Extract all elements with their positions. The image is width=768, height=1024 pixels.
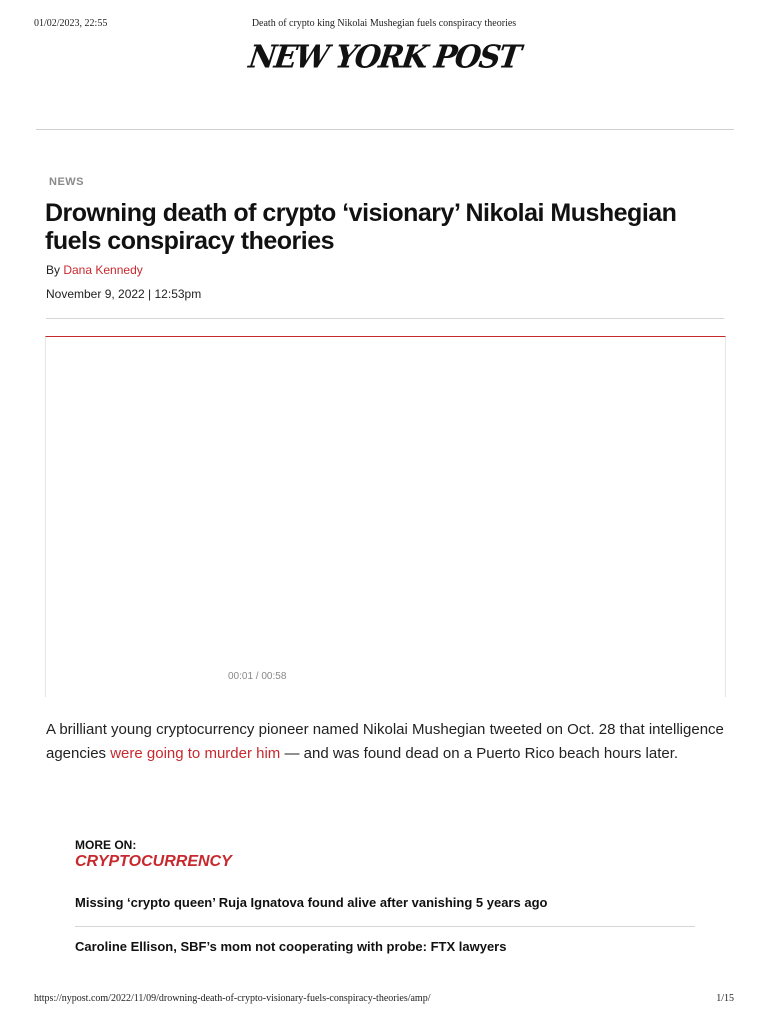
header-divider xyxy=(36,129,734,130)
article-headline: Drowning death of crypto ‘visionary’ Nikolai Mushegian fuels conspiracy theories xyxy=(45,199,677,255)
print-url: https://nypost.com/2022/11/09/drowning-death-of-crypto-visionary-fuels-conspiracy-theories/amp/ xyxy=(34,993,431,1004)
section-label[interactable]: NEWS xyxy=(49,176,84,188)
print-header xyxy=(0,18,768,32)
byline xyxy=(46,263,143,277)
publish-date: November 9, 2022 | 12:53pm xyxy=(46,287,202,301)
paragraph-text-2: — and was found dead on a Puerto Rico beach hours later. xyxy=(280,745,679,762)
byline-prefix: By xyxy=(46,263,64,277)
paragraph-link[interactable]: were going to murder him xyxy=(110,745,281,762)
print-datetime: 01/02/2023, 22:55 xyxy=(34,18,108,29)
more-on-topic-link[interactable]: CRYPTOCURRENCY xyxy=(75,853,232,870)
author-link[interactable]: Dana Kennedy xyxy=(63,263,143,277)
site-logo[interactable] xyxy=(0,39,768,76)
video-player[interactable] xyxy=(45,336,726,697)
meta-divider xyxy=(46,318,724,319)
article-paragraph xyxy=(46,718,726,766)
paragraph-text-1: A brilliant young cryptocurrency pioneer named Nikolai Mushegian tweeted on Oct. 28 that intelligence agencies xyxy=(46,721,724,762)
related-article-link[interactable]: Caroline Ellison, SBF’s mom not cooperating with probe: FTX lawyers xyxy=(75,939,507,954)
related-article-link[interactable]: Missing ‘crypto queen’ Ruja Ignatova found alive after vanishing 5 years ago xyxy=(75,895,548,910)
print-page-number: 1/15 xyxy=(716,993,734,1004)
related-divider xyxy=(75,926,695,927)
print-footer xyxy=(0,993,768,1007)
video-timecode: 00:01 / 00:58 xyxy=(228,671,287,682)
more-on-label: MORE ON: xyxy=(75,838,137,852)
print-title: Death of crypto king Nikolai Mushegian fuels conspiracy theories xyxy=(251,18,517,29)
logo-text: NEW YORK POST xyxy=(246,39,522,76)
